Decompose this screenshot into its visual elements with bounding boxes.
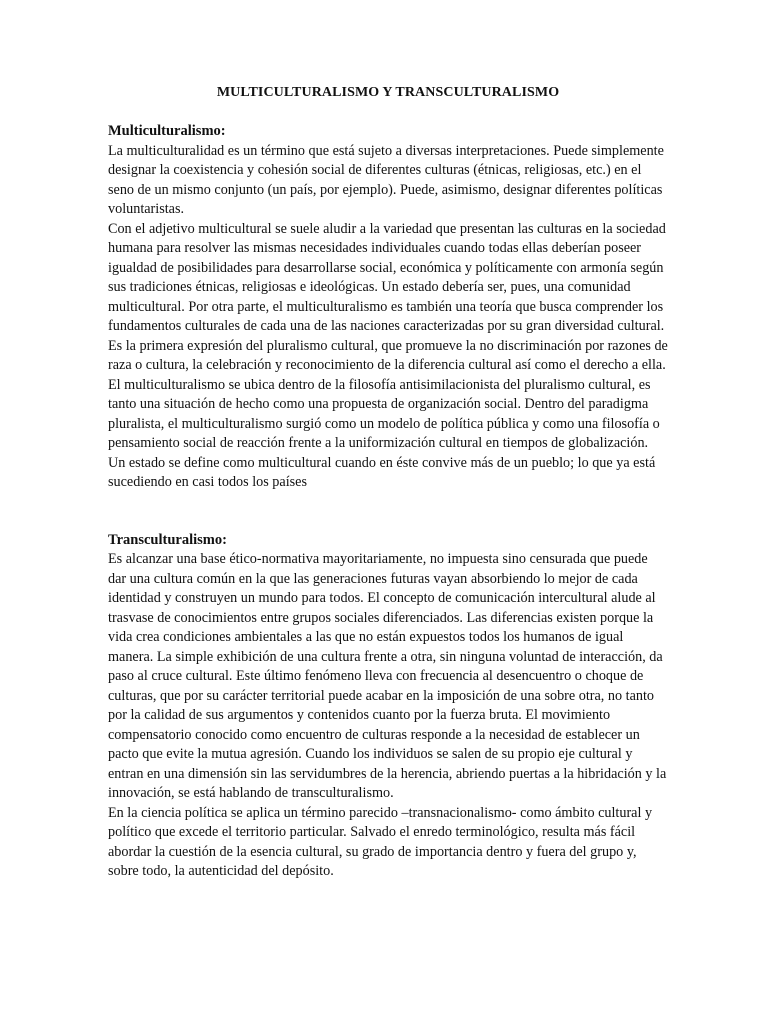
paragraph: En la ciencia política se aplica un término parecido –transnacionalismo- como ámbito cultural y político que excede el territorio particular. Salvado el enredo terminológico, resulta más fácil abordar la cuestión de la esencia cultural, su grado de importancia dentro y fuera del grupo y, sobre todo, la autenticidad del depósito. xyxy=(108,804,653,879)
paragraph: La multiculturalidad es un término que está sujeto a diversas interpretaciones. Puede simplemente designar la coexistencia y cohesión social de diferentes culturas (étnicas, religiosas, etc.) en el seno de un mismo conjunto (un país, por ejemplo). Puede, asimismo, designar diferentes políticas voluntaristas. xyxy=(108,142,664,217)
section-spacer xyxy=(108,493,668,531)
document-page xyxy=(108,83,668,882)
paragraph: Con el adjetivo multicultural se suele aludir a la variedad que presentan las culturas en la sociedad humana para resolver las mismas necesidades individuales cuando todas ellas deberían poseer igualdad de posibilidades para desarrollarse social, económica y políticamente con armonía según sus tradiciones étnicas, religiosas e ideológicas. Un estado debería ser, pues, una comunidad multicultural. Por otra parte, el multiculturalismo es también una teoría que busca comprender los fundamentos culturales de cada una de las naciones caracterizadas por su gran diversidad cultural. xyxy=(108,220,666,334)
section-heading-transculturalismo: Transculturalismo: xyxy=(108,531,227,548)
section-transculturalismo xyxy=(108,531,668,882)
document-title: MULTICULTURALISMO Y TRANSCULTURALISMO xyxy=(216,85,560,100)
paragraph: Es alcanzar una base ético-normativa mayoritariamente, no impuesta sino censurada que puede dar una cultura común en la que las generaciones futuras vayan absorbiendo lo mejor de cada identidad y construyen un mundo para todos. El concepto de comunicación intercultural alude al trasvase de conocimientos entre grupos sociales diferenciados. Las diferencias existen porque la vida crea condiciones ambientales a las que no están expuestos todos los humanos de igual manera. La simple exhibición de una cultura frente a otra, sin ninguna voluntad de interacción, da paso al cruce cultural. Este último fenómeno lleva con frecuencia al desencuentro o choque de culturas, que por su carácter territorial puede acabar en la imposición de una sobre otra, no tanto por la calidad de sus argumentos y contenidos cuanto por la fuerza bruta. El movimiento compensatorio conocido como encuentro de culturas responde a la necesidad de establecer un pacto que evite la mutua agresión. Cuando los individuos se salen de su propio eje cultural y entran en una dimensión sin las servidumbres de la herencia, abriendo puertas a la hibridación y la innovación, se está hablando de transculturalismo. xyxy=(108,551,667,801)
section-multiculturalismo xyxy=(108,122,668,493)
section-heading-multiculturalismo: Multiculturalismo: xyxy=(108,123,226,139)
paragraph: Es la primera expresión del pluralismo cultural, que promueve la no discriminación por razones de raza o cultura, la celebración y reconocimiento de la diferencia cultural así como el derecho a ella. El multiculturalismo se ubica dentro de la filosofía antisimilacionista del pluralismo cultural, es tanto una situación de hecho como una propuesta de organización social. Dentro del paradigma pluralista, el multiculturalismo surgió como un modelo de política pública y como una filosofía o pensamiento social de reacción frente a la uniformización cultural en tiempos de globalización. Un estado se define como multicultural cuando en éste convive más de un pueblo; lo que ya está sucediendo en casi todos los países xyxy=(108,337,668,490)
